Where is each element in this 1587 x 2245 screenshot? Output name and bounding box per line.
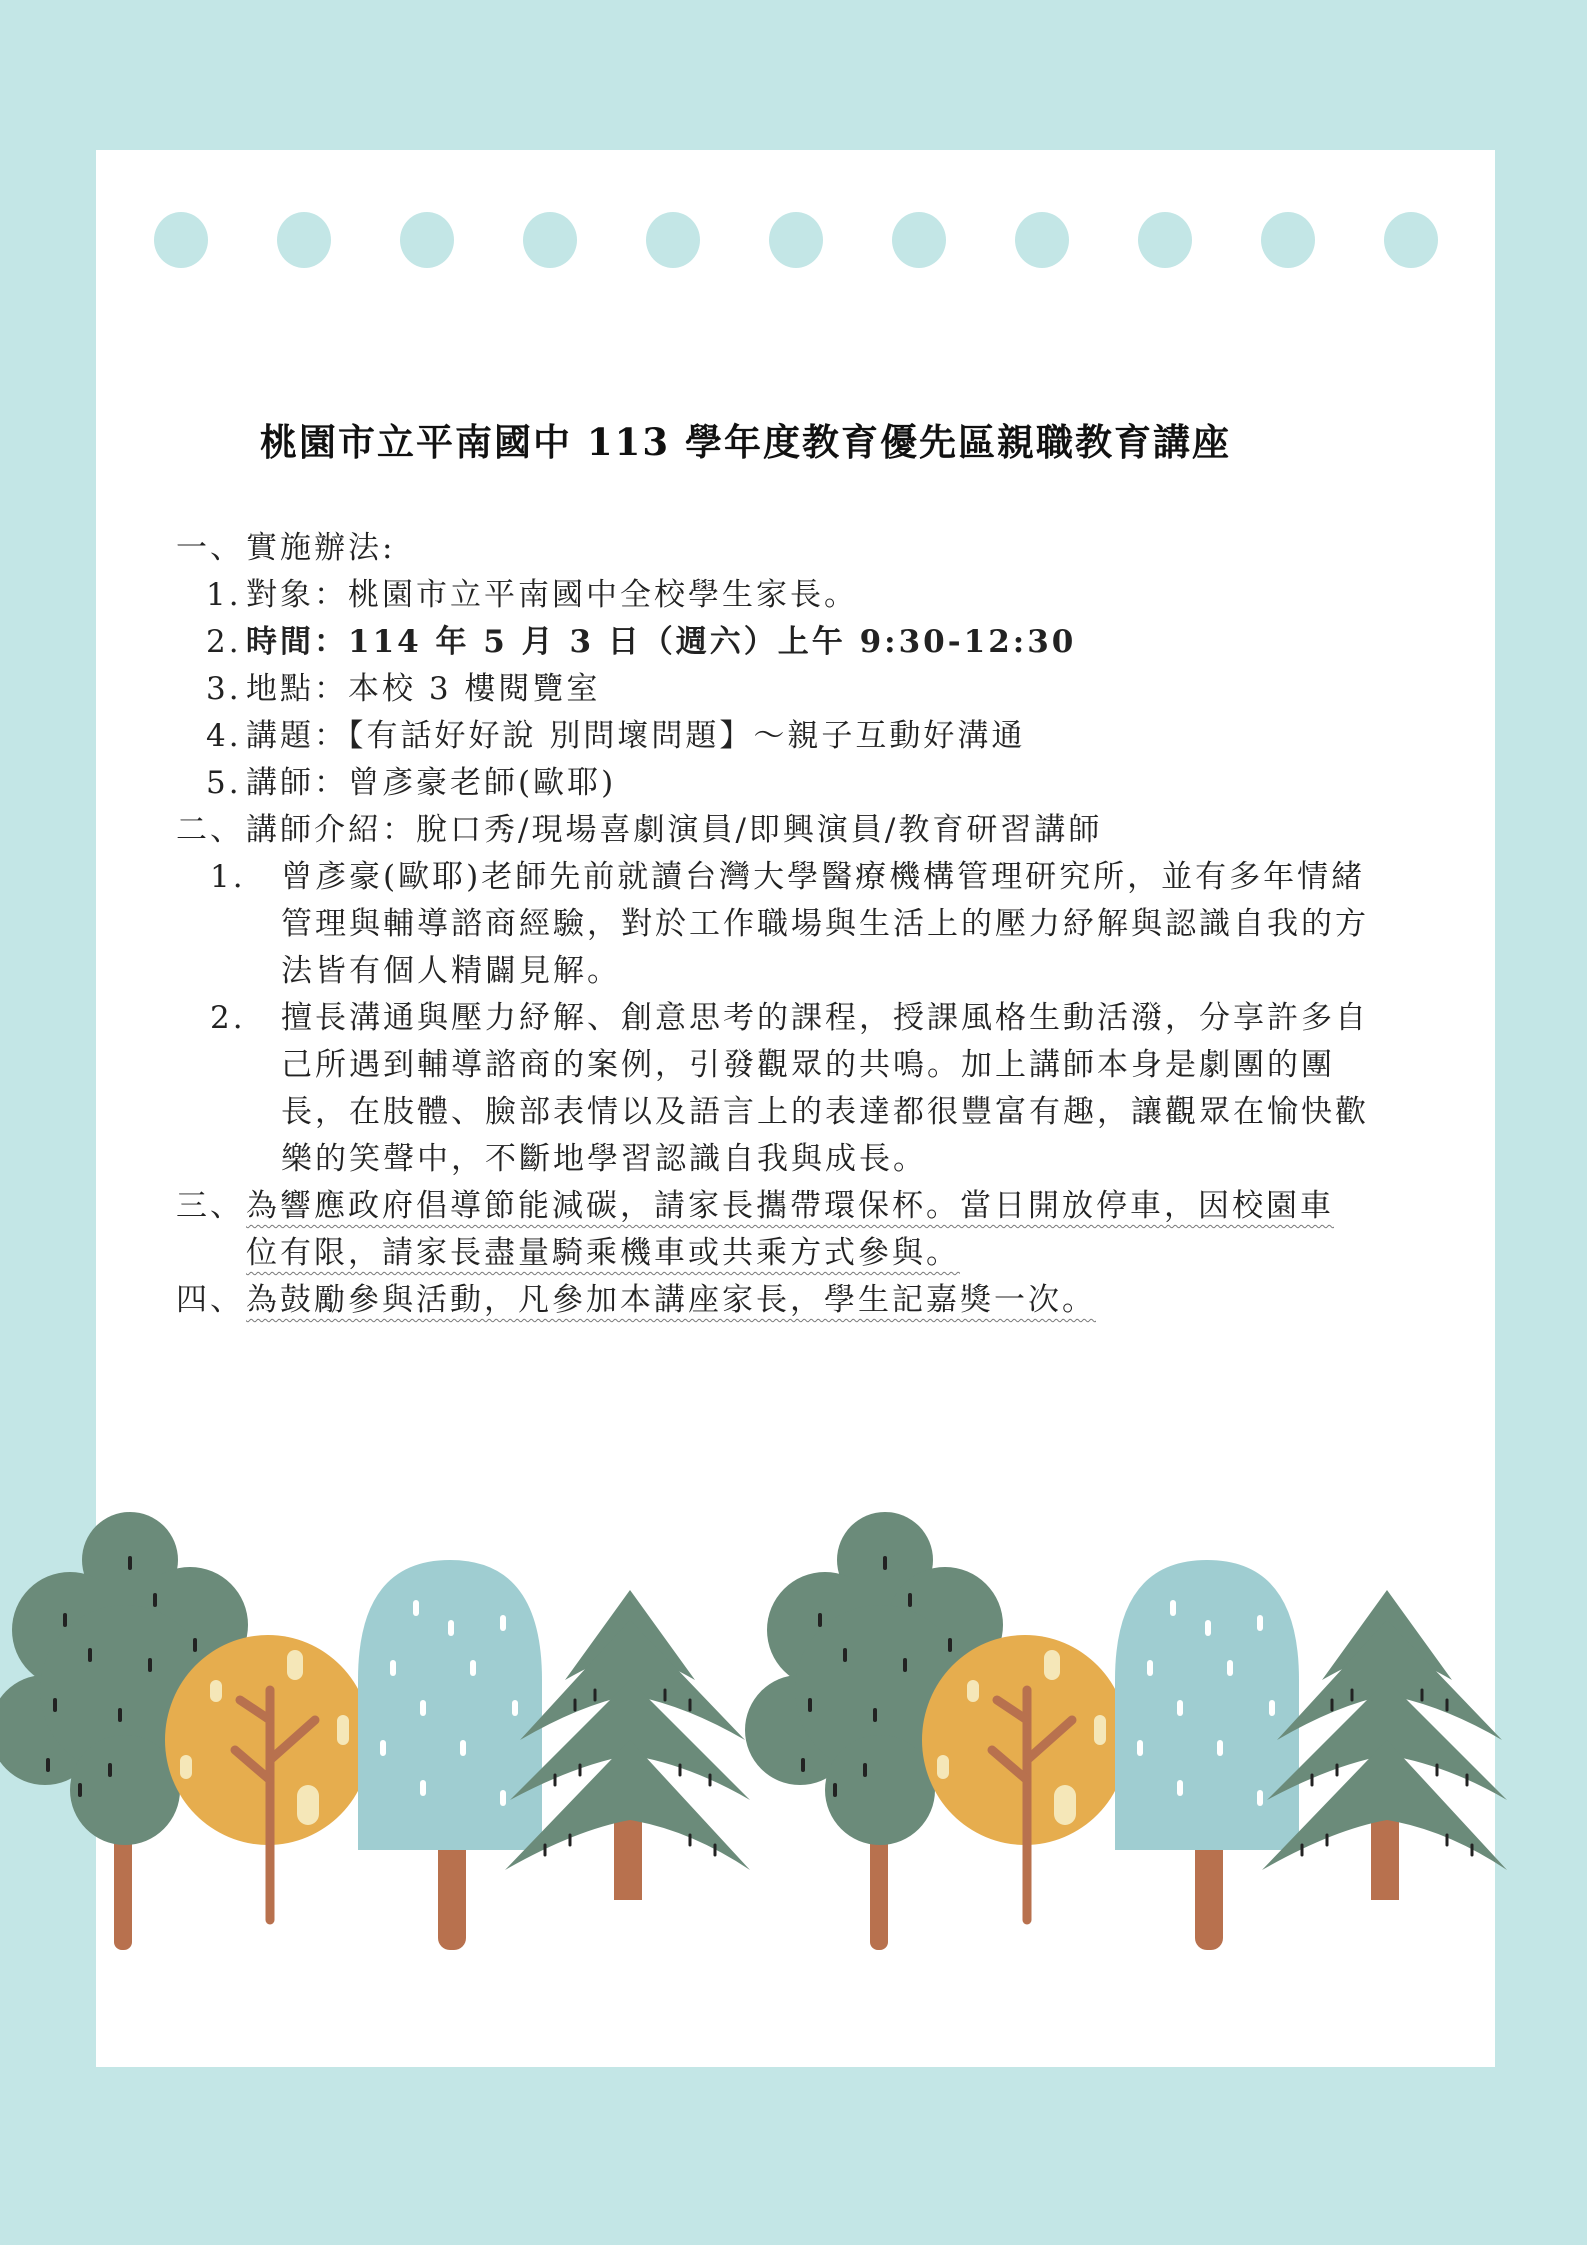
decorative-dots-row bbox=[96, 212, 1495, 268]
section-2-heading bbox=[176, 807, 1426, 854]
list-item bbox=[176, 760, 1426, 807]
dot-decoration bbox=[523, 212, 577, 268]
paragraph-text: 法皆有個人精闢見解。 bbox=[281, 953, 621, 989]
paragraph-text: 己所遇到輔導諮商的案例，引發觀眾的共鳴。加上講師本身是劇團的團 bbox=[281, 1047, 1335, 1083]
paragraph-text: 曾彥豪(歐耶)老師先前就讀台灣大學醫療機構管理研究所，並有多年情緒 bbox=[281, 859, 1366, 895]
section-heading-text: 講師介紹：脫口秀/現場喜劇演員/即興演員/教育研習講師 bbox=[246, 812, 1103, 848]
item-speaker: 講師：曾彥豪老師(歐耶) bbox=[246, 765, 617, 801]
paragraph-text: 擅長溝通與壓力紓解、創意思考的課程，授課風格生動活潑，分享許多自 bbox=[281, 1000, 1369, 1036]
paragraph-text: 樂的笑聲中，不斷地學習認識自我與成長。 bbox=[281, 1141, 927, 1177]
dot-decoration bbox=[892, 212, 946, 268]
paragraph-line bbox=[176, 1089, 1426, 1136]
item-number: 2. bbox=[210, 1000, 246, 1036]
paragraph-line bbox=[176, 854, 1426, 901]
section-3-continued bbox=[176, 1230, 1426, 1277]
item-topic: 講題：【有話好好說 別問壞問題】～親子互動好溝通 bbox=[246, 718, 1026, 754]
list-item bbox=[176, 619, 1426, 666]
item-target-audience: 對象：桃園市立平南國中全校學生家長。 bbox=[246, 577, 858, 613]
dot-decoration bbox=[277, 212, 331, 268]
paragraph-text: 管理與輔導諮商經驗，對於工作職場與生活上的壓力紓解與認識自我的方 bbox=[281, 906, 1369, 942]
section-1-heading bbox=[176, 525, 1426, 572]
section-4 bbox=[176, 1277, 1426, 1324]
list-item bbox=[176, 666, 1426, 713]
dot-decoration bbox=[1384, 212, 1438, 268]
item-number: 3. bbox=[206, 671, 242, 707]
flyer-title: 桃園市立平南國中 113 學年度教育優先區親職教育講座 bbox=[260, 420, 1231, 464]
paragraph-line bbox=[176, 948, 1426, 995]
item-number: 1. bbox=[206, 577, 242, 613]
paragraph-text: 位有限，請家長盡量騎乘機車或共乘方式參與。 bbox=[246, 1235, 960, 1271]
list-item bbox=[176, 572, 1426, 619]
section-marker: 四、 bbox=[176, 1282, 244, 1318]
dot-decoration bbox=[1015, 212, 1069, 268]
paragraph-line bbox=[176, 901, 1426, 948]
paragraph-text: 為響應政府倡導節能減碳，請家長攜帶環保杯。當日開放停車，因校園車 bbox=[246, 1188, 1334, 1224]
flyer-content bbox=[176, 525, 1426, 1324]
section-marker: 一、 bbox=[176, 530, 244, 566]
flyer-paper bbox=[96, 150, 1495, 2067]
item-number: 2. bbox=[206, 624, 242, 660]
section-heading-text: 實施辦法: bbox=[246, 530, 396, 566]
paragraph-line bbox=[176, 1042, 1426, 1089]
paragraph-line bbox=[176, 1136, 1426, 1183]
section-marker: 三、 bbox=[176, 1188, 244, 1224]
list-item bbox=[176, 713, 1426, 760]
dot-decoration bbox=[1138, 212, 1192, 268]
section-3 bbox=[176, 1183, 1426, 1230]
paragraph-text: 長，在肢體、臉部表情以及語言上的表達都很豐富有趣，讓觀眾在愉快歡 bbox=[281, 1094, 1369, 1130]
dot-decoration bbox=[154, 212, 208, 268]
dot-decoration bbox=[1261, 212, 1315, 268]
paragraph-line bbox=[176, 995, 1426, 1042]
paragraph-text: 為鼓勵參與活動，凡參加本講座家長，學生記嘉獎一次。 bbox=[246, 1282, 1096, 1318]
section-marker: 二、 bbox=[176, 812, 244, 848]
item-number: 1. bbox=[210, 859, 246, 895]
dot-decoration bbox=[400, 212, 454, 268]
dot-decoration bbox=[646, 212, 700, 268]
item-number: 5. bbox=[206, 765, 242, 801]
item-time: 時間：114 年 5 月 3 日（週六）上午 9:30-12:30 bbox=[246, 624, 1077, 660]
item-number: 4. bbox=[206, 718, 242, 754]
item-location: 地點：本校 3 樓閱覽室 bbox=[246, 671, 601, 707]
dot-decoration bbox=[769, 212, 823, 268]
